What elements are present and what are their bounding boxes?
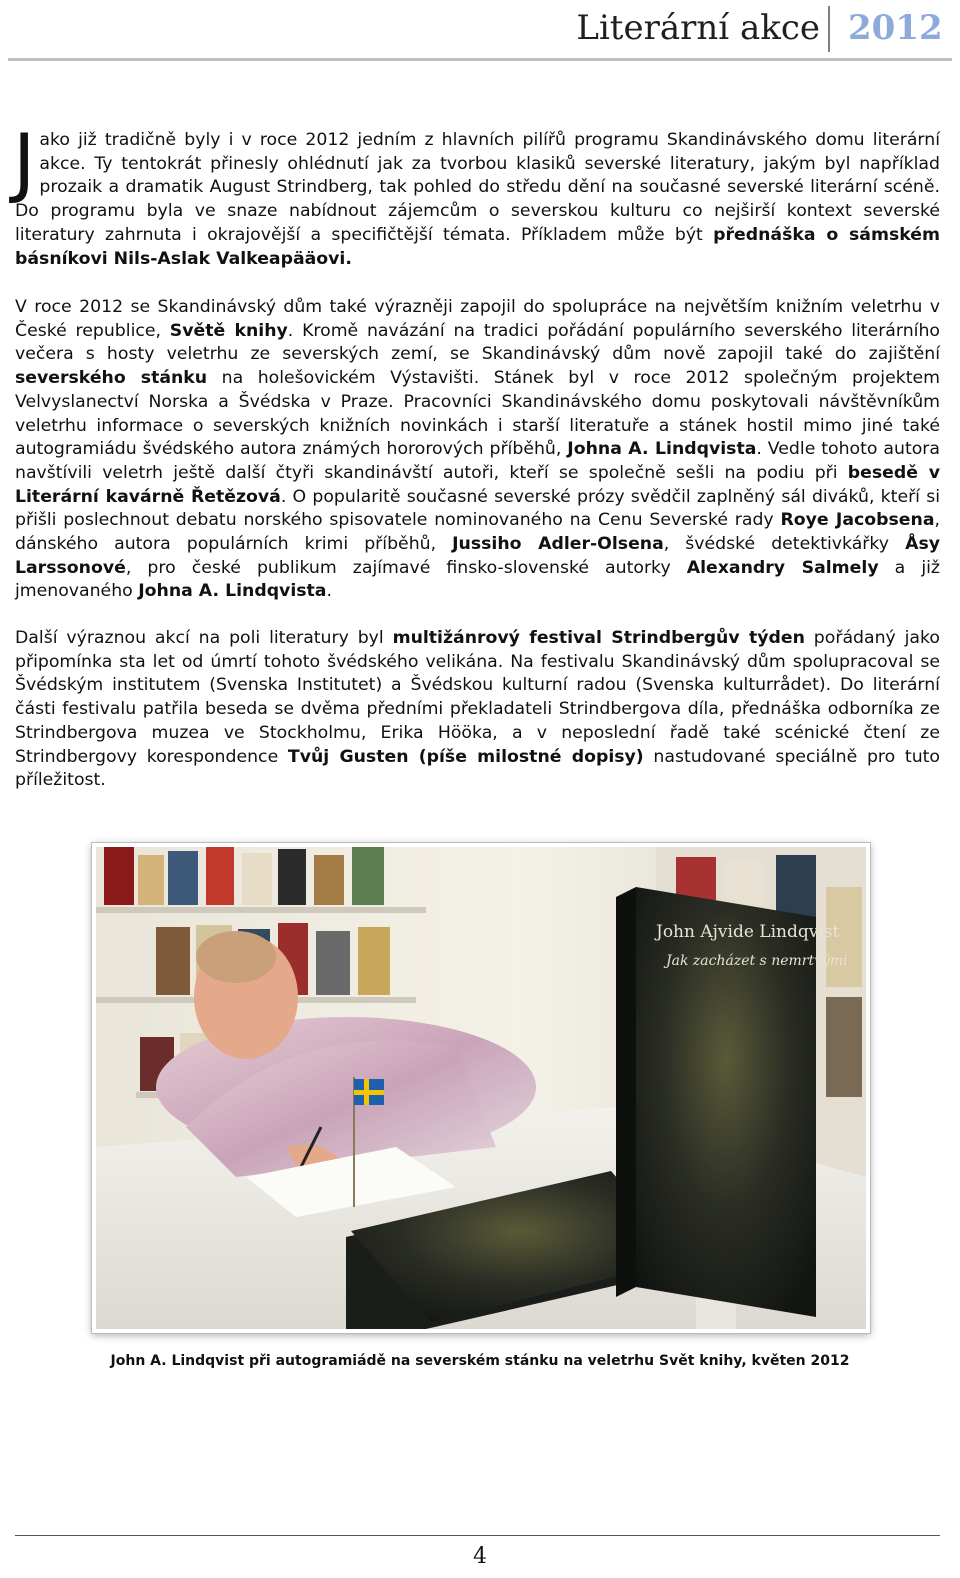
text-run: . O popularitě současné severské prózy svědčil zaplněný sál diváků, kteří si přišli poslechnout debatu norského spisovatele nominovaného na Cenu Severské rady [15,486,941,531]
bold-run: Jussiho Adler-Olsena [452,534,664,555]
text-run: , švédské detektivkářky [663,534,906,555]
bookfair-paragraph [15,296,940,604]
bold-run: Tvůj Gusten (píše milostné dopisy) [287,746,644,767]
text-run: , dánského autora populárních krimi příběhů, [15,510,940,555]
bold-run: Johna A. Lindqvista [138,581,327,602]
standing-book [616,887,848,1317]
photo-illustration [96,847,866,1329]
drop-cap: J [13,117,36,206]
header-title: Literární akce [576,8,820,48]
header-rule [8,58,952,61]
page-number: 4 [473,1544,487,1569]
text-run: Další výraznou akcí na poli literatury byl [15,628,393,648]
strindberg-paragraph [15,627,940,793]
intro-bold: přednáška o sámském básníkovi Nils-Aslak Valkeapääovi. [15,224,940,269]
bold-run: Johna A. Lindqvista [567,439,757,460]
book-author-text: John Ajvide Lindqvist [656,922,840,942]
text-run: . Kromě navázání na tradici pořádání populárního severského literárního večera s hosty veletrhu ze severských zemí, se Skandinávský dům nově zapojil také do zajištění [15,320,940,365]
book-title-text: Jak zacházet s nemrtvými [666,953,848,969]
text-run: na holešovickém Výstavišti. Stánek byl v roce 2012 společným projektem Velvyslanectví Norska a Švédska v Praze. Pracovníci Skandinávského domu poskytovali návštěvníkům veletrhu informace o severských knižních novinkách i starší literatuře a stánek hostil mimo jiné také autogramiádu švédského autora známých hororových příběhů, [15,368,940,460]
bold-run: Alexandry Salmely [686,557,879,578]
author-signing-photo [92,843,870,1333]
bold-run: Åsy Larssonové [15,534,941,578]
text-run: pořádaný jako připomínka sta let od úmrtí tohoto švédského velikána. Na festivalu Skandinávský dům spolupracoval se Švédským institutem (Svenska Institutet) a Švédskou kulturní radou (Svenska kulturrådet). Do literární části festivalu patřila beseda se dvěma předními překladateli Strindbergova díla, přednáška odborníka ze Strindbergova muzea ve Stockholmu, Erika Hööka, a v neposlední řadě také scénické čtení ze Strindbergovy korespondence [15,628,940,767]
text-run: a již jmenovaného [15,557,941,602]
header-separator [828,6,830,52]
photo-caption: John A. Lindqvist při autogramiádě na severském stánku na veletrhu Svět knihy, květen 2012 [110,1353,850,1369]
text-run: V roce 2012 se Skandinávský dům také výrazněji zapojil do spolupráce na největším knižním veletrhu v České republice, [15,297,940,341]
bold-run: severského stánku [15,368,208,389]
intro-paragraph [13,117,940,271]
page-header [0,0,960,62]
bold-run: Roye Jacobsena [780,510,935,531]
intro-text: ako již tradičně byly i v roce 2012 jedním z hlavních pilířů programu Skandinávského domu literární akce. Ty tentokrát přinesly ohlédnutí jak za tvorbou klasiků severské literatury, jakým byl například prozaik a dramatik August Strindberg, tak pohled do středu dění na současné severské literární scéně. Do programu byla ve snaze nabídnout zájemcům o severskou kulturu co nejširší kontext severské literatury zahrnuta i okrajovější a specifičtější témata. Příkladem může být [15,130,940,245]
text-run: . [326,581,332,602]
bold-run: multižánrový festival Strindbergův týden [392,628,805,648]
footer-rule [15,1535,940,1536]
text-run: , pro české publikum zajímavé finsko-slovenské autorky [125,557,687,578]
bold-run: besedě v Literární kavárně Řetězová [15,462,940,507]
text-run: nastudované speciálně pro tuto příležitost. [15,746,941,791]
text-run: . Vedle tohoto autora navštívili veletrh ještě další čtyři skandinávští autoři, kteří se společně sešli na podiu při [15,439,940,483]
header-year: 2012 [848,8,943,48]
bold-run: Světě knihy [169,320,288,341]
